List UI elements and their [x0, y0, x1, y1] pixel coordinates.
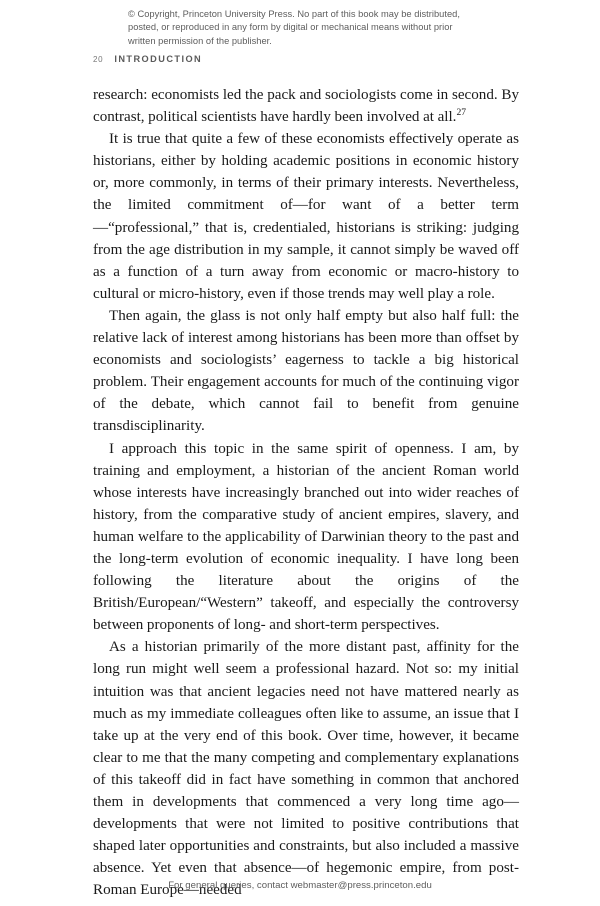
footnote-reference[interactable]: 27: [456, 107, 467, 119]
copyright-notice: © Copyright, Princeton University Press. No part of this book may be distributed, posted, or reproduced in any form by digital or mechanical means without prior written permission of the publisher.: [128, 9, 460, 46]
section-title: INTRODUCTION: [114, 54, 203, 64]
paragraph: [93, 84, 519, 128]
body-text-column: [93, 84, 519, 901]
paragraph-text: research: economists led the pack and sociologists come in second. By contrast, political scientists have hardly been involved at all.: [93, 87, 519, 126]
footer-queries-notice: For general queries, contact webmaster@press.princeton.edu: [168, 880, 432, 891]
paragraph: As a historian primarily of the more distant past, affinity for the long run might well seem a professional hazard. Not so: my initial intuition was that ancient legacies need not have mattered nearly as much as my immediate colleagues often like to assume, an issue that I take up at the very end of this book. Over time, however, it became clear to me that the many competing and complementary explanations of this takeoff did in fact have something in common that anchored them in developments that commenced a very long time ago—developments that were not limited to positive contributions that shaped later opportunities and constraints, but also included a massive absence. Yet even that absence—of hegemonic empire, from post-Roman Europe—needed: [93, 639, 519, 899]
paragraph: It is true that quite a few of these economists effectively operate as historians, either by holding academic positions in economic history or, more commonly, in terms of their primary interests. Nevertheless, the limited commitment of—for want of a better term—“professional,” that is, credentialed, historians is striking: judging from the age distribution in my sample, it cannot simply be waved off as a function of a turn away from economic or macro-history to cultural or micro-history, even if those trends may well play a role.: [93, 131, 519, 302]
page-number: 20: [93, 55, 104, 64]
running-head: [93, 54, 202, 64]
paragraph: Then again, the glass is not only half empty but also half full: the relative lack of interest among historians has been more than offset by economists and sociologists’ eagerness to tackle a big historical problem. Their engagement accounts for much of the continuing vigor of the debate, which cannot fail to benefit from genuine transdisciplinarity.: [93, 307, 519, 435]
paragraph: I approach this topic in the same spirit of openness. I am, by training and employment, a historian of the ancient Roman world whose interests have increasingly branched out into wider reaches of history, from the comparative study of ancient empires, slavery, and human welfare to the applicability of Darwinian theory to the past and the long-term evolution of economic inequality. I have long been following the literature about the origins of the British/European/“Western” takeoff, and especially the controversy between proponents of long- and short-term perspectives.: [93, 440, 519, 634]
